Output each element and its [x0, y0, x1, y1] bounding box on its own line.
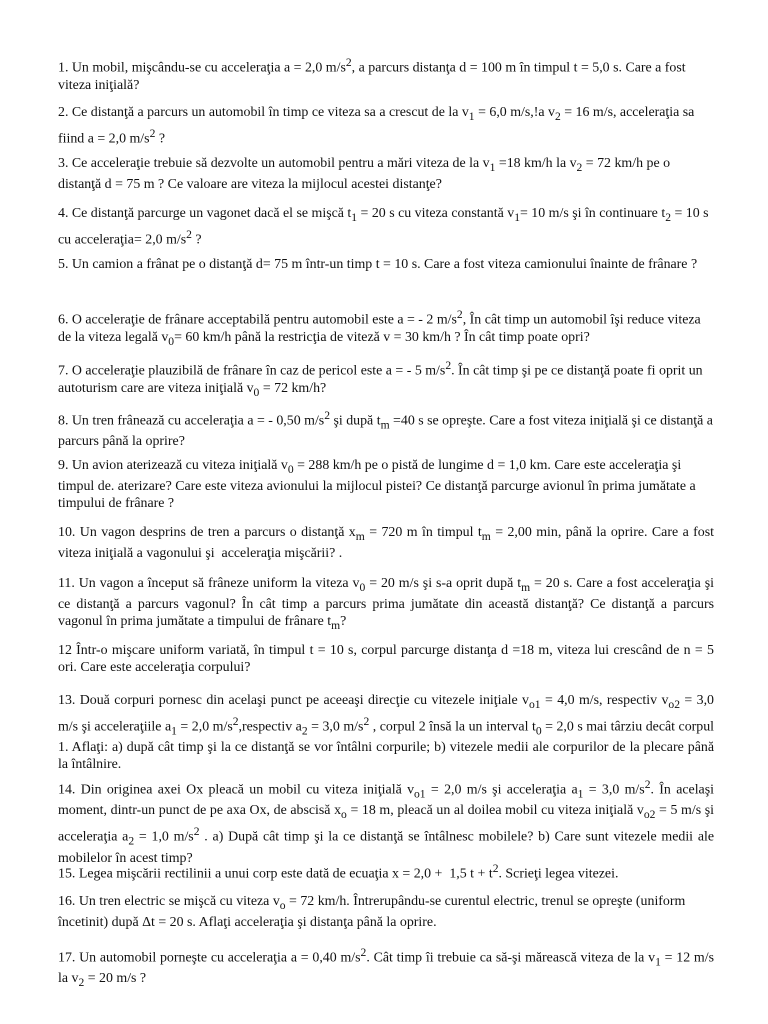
superscript: 2: [232, 714, 239, 728]
problem-12: 12 Într-o mişcare uniform variată, în timpul t = 10 s, corpul parcurge distanţa d =18 m, viteza lui crescând de n = 5 ori. Care este acceleraţia corpului?: [58, 643, 714, 675]
subscript: 1: [577, 787, 584, 801]
problem-3: 3. Ce acceleraţie trebuie să dezvolte un automobil pentru a mări viteza de la $v_1 =18$ km/h la $v_2 = 72$ km/h pe o distanţă d = 75 m ? Ce valoare are viteza la mijlocul acestei distanţe?: [58, 156, 671, 192]
subscript: o1: [414, 787, 426, 801]
problem-13: 13. Două corpuri pornesc din acelaşi punct pe aceeaşi direcţie cu vitezele iniţiale $v_{o1} = 4,0$ m/s, respectiv $v_{o2} = 3,0$ m/s şi acceleraţiile $a_1 = 2,0$ $m/s^2,respectiv$ $a_2 = 3,0$ $m/s^2$ , corpul 2 însă la un interval $t_0 = 2,0$ s mai târziu decât corpul 1. Aflaţi: a) după cât timp şi la ce distanţă se vor întâlni corpurile; b) vitezele medii ale corpurilor de la plecare până la întâlnire.: [58, 693, 715, 773]
superscript: 2: [186, 227, 192, 241]
subscript: 1: [655, 955, 661, 969]
superscript: 2: [363, 714, 370, 728]
superscript: 2: [644, 778, 651, 791]
superscript: 2: [492, 862, 499, 875]
superscript: 2: [149, 126, 156, 140]
superscript: 2: [456, 308, 463, 321]
subscript: 2: [554, 109, 561, 123]
problem-17: 17. Un automobil porneşte cu acceleraţia a = 0,40 $m/s^2$. Cât timp îi trebuie ca să-şi mărească viteza de la $v_1 = 12$ m/s la $v_2 = 20$ m/s ?: [58, 946, 714, 990]
subscript: 1: [514, 210, 520, 224]
subscript: o: [341, 808, 347, 822]
subscript: m: [380, 418, 390, 432]
subscript: m: [331, 618, 341, 632]
subscript: 1: [171, 724, 177, 738]
subscript: m: [481, 529, 491, 543]
subscript: 0: [168, 334, 175, 348]
subscript: 0: [359, 580, 366, 594]
problem-1: 1. Un mobil, mişcându-se cu acceleraţia a = 2,0 $m/s^2$, a parcurs distanţa d = 100 m în timpul t = 5,0 s. Care a fost viteza iniţială?: [58, 56, 686, 93]
problem-8: 8. Un tren frânează cu acceleraţia a = - 0,50 $m/s^2$ şi după $t_m =40$ s se opreşte. Care a fost viteza iniţială şi ce distanţă a parcurs până la oprire?: [58, 409, 713, 450]
problem-16: 16. Un tren electric se mişcă cu viteza $v_o = 72$ km/h. Întrerupându-se curentul electric, trenul se opreşte (uniform încetinit) după Δt = 20 s. Aflaţi acceleraţia şi distanţa până la oprire.: [58, 894, 686, 930]
subscript: 2: [576, 160, 583, 174]
subscript: m: [521, 580, 531, 594]
subscript: 2: [665, 210, 671, 224]
subscript: 2: [128, 834, 135, 848]
subscript: 2: [78, 976, 85, 990]
problem-11: 11. Un vagon a început să frâneze uniform la viteza $v_0 = 20$ m/s şi s-a oprit după $t_m = 20$ s. Care a fost acceleraţia şi ce distanţă a parcurs vagonul? În cât timp a parcurs prima jumătate din această distanţă? Ce distanţă a parcurs vagonul în prima jumătate a timpului de frânare $t_m$?: [58, 576, 715, 632]
superscript: 2: [445, 359, 452, 372]
subscript: m: [355, 529, 365, 543]
subscript: o1: [529, 697, 541, 711]
subscript: 0: [287, 462, 294, 476]
superscript: 2: [360, 946, 367, 959]
problem-10: 10. Un vagon desprins de tren a parcurs o distanţă $x_m = 720$ m în timpul $t_m = 2,00$ min, până la oprire. Care a fost viteza iniţială a vagonului şi acceleraţia mişcării? .: [58, 525, 714, 561]
superscript: 2: [345, 56, 352, 69]
superscript: 2: [324, 409, 331, 422]
problem-14: 14. Din originea axei Ox pleacă un mobil cu viteza iniţială $v_{o1} = 2,0$ m/s şi acceleraţia $a_1 = 3,0$ $m/s^2$. În acelaşi moment, dintr-un punct de pe axa Ox, de abscisă $x_o = 18$ m, pleacă un al doilea mobil cu viteza iniţială $v_{o2} = 5$ m/s şi acceleraţia $a_2 = 1,0$ $m/s^2$ . a) După cât timp şi la ce distanţă se întâlnesc mobilele? b) Care sunt vitezele medii ale mobilelor în acest timp?: [58, 778, 715, 866]
subscript: 1: [468, 109, 475, 123]
subscript: 0: [253, 385, 260, 399]
subscript: o2: [668, 697, 680, 711]
problem-4: 4. Ce distanţă parcurge un vagonet dacă el se mişcă $t_1 = 20$ s cu viteza constantă $v_1= 10$ m/s şi în continuare $t_2 = 10$ s cu acceleraţia= 2,0 $m/s^2$ ?: [58, 206, 709, 248]
problem-15: 15. Legea mişcării rectilinii a unui corp este dată de ecuaţia x = 2,0 + 1,5 $t + t^2$. Scrieţi legea vitezei.: [58, 862, 619, 882]
subscript: 0: [535, 724, 542, 738]
subscript: 1: [489, 160, 496, 174]
problem-7: 7. O acceleraţie plauzibilă de frânare în caz de pericol este a = - 5 $m/s^2$. În cât timp şi pe ce distanţă poate fi oprit un autoturism care are viteza iniţială $v_0 = 72$ km/h?: [58, 359, 703, 399]
problem-6: 6. O acceleraţie de frânare acceptabilă pentru automobil este a = - 2 $m/s^2$, În cât timp un automobil îşi reduce viteza de la viteza legală $v_0= 60$ km/h până la restricţia de viteză v = 30 km/h ? În cât timp poate opri?: [58, 308, 701, 348]
problem-9: 9. Un avion aterizează cu viteza iniţială $v_0 = 288$ km/h pe o pistă de lungime d = 1,0 km. Care este acceleraţia şi timpul de. aterizare? Care este viteza avionului la mijlocul pistei? Ce distanţă parcurge avionul în prima jumătate a timpului de frânare ?: [58, 458, 696, 511]
subscript: o: [279, 898, 286, 912]
problem-5: 5. Un camion a frânat pe o distanţă d= 75 m într-un timp t = 10 s. Care a fost viteza camionului înainte de frânare ?: [58, 257, 698, 272]
subscript: 2: [301, 724, 308, 738]
subscript: 1: [351, 210, 358, 224]
subscript: o2: [643, 808, 656, 822]
superscript: 2: [193, 825, 200, 839]
problem-2: 2. Ce distanţă a parcurs un automobil în timp ce viteza sa a crescut de la $v_1 = 6,0$ m/s,!a $v_2 = 16$ m/s, acceleraţia sa fiind a = 2,0 $m/s^2$ ?: [58, 105, 695, 147]
